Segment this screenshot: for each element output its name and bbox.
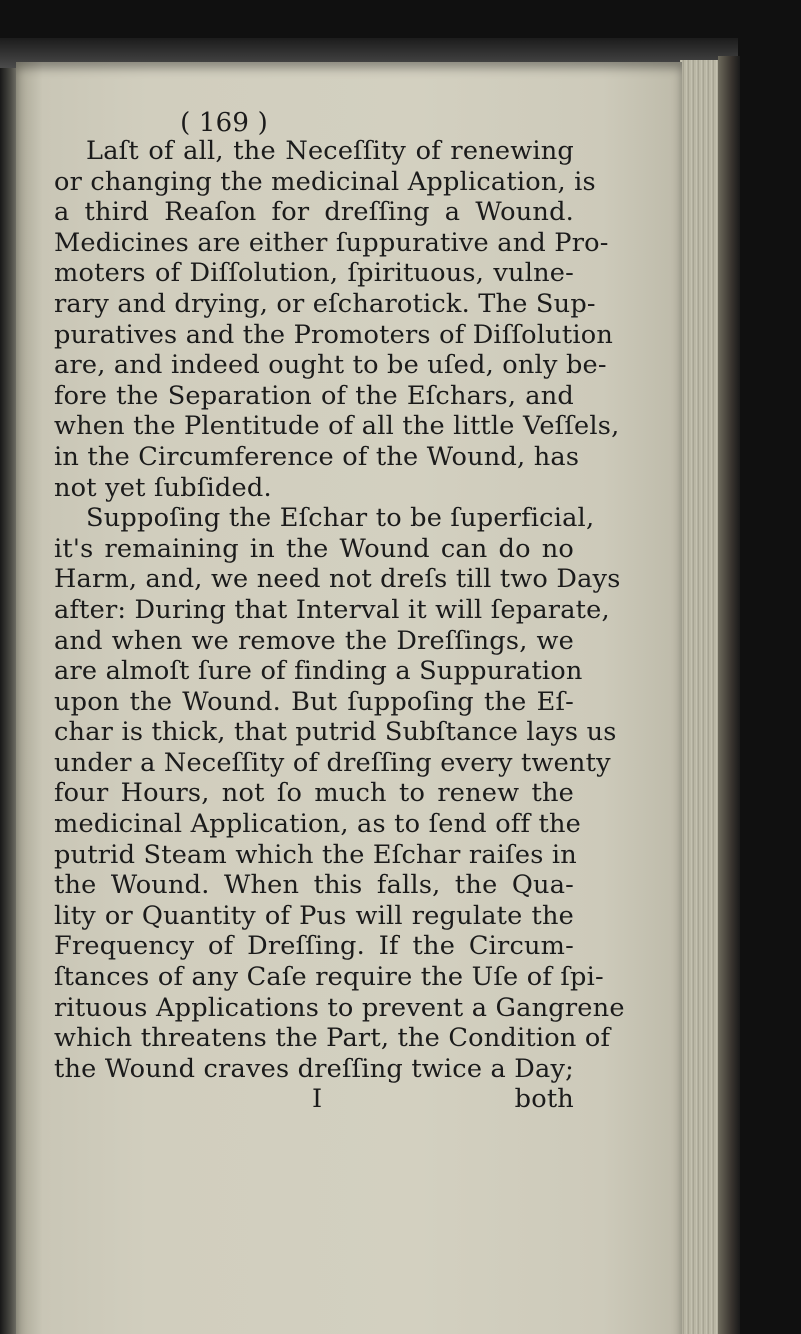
text-line: a third Reaſon for dreſſing a Wound.	[54, 197, 574, 228]
book-cover-edge	[718, 56, 740, 1334]
paragraph-2	[54, 503, 625, 1084]
text-line: or changing the medicinal Application, is	[54, 166, 596, 197]
text-line: it's remaining in the Wound can do no	[54, 533, 574, 564]
text-line: when the Plentitude of all the little Veſſels,	[54, 411, 620, 442]
text-line: the Wound. When this falls, the Qua-	[54, 870, 574, 901]
text-line: Suppoſing the Eſchar to be ſuperficial,	[86, 503, 595, 534]
page-number: ( 169 )	[180, 108, 268, 138]
text-line: fore the Separation of the Eſchars, and	[54, 380, 574, 411]
page-text	[54, 108, 625, 1115]
page-footer	[54, 1084, 574, 1115]
paragraph-1	[54, 136, 620, 503]
catchword: both	[514, 1084, 574, 1115]
text-line: are, and indeed ought to be uſed, only be-	[54, 350, 607, 381]
text-line: Frequency of Dreſſing. If the Circum-	[54, 931, 574, 962]
text-line: Harm, and, we need not dreſs till two Days	[54, 564, 621, 595]
text-line: medicinal Application, as to ſend off the	[54, 809, 581, 840]
text-line: not yet ſubſided.	[54, 472, 272, 503]
text-line: upon the Wound. But ſuppoſing the Eſ-	[54, 686, 574, 717]
text-line: Laſt of all, the Neceſſity of renewing	[86, 136, 574, 166]
text-line: char is thick, that putrid Subſtance lays us	[54, 717, 617, 748]
text-line: the Wound craves dreſſing twice a Day;	[54, 1053, 574, 1084]
text-line: rituous Applications to prevent a Gangrene	[54, 992, 625, 1023]
text-line: which threatens the Part, the Condition of	[54, 1023, 611, 1054]
text-line: in the Circumference of the Wound, has	[54, 441, 580, 472]
signature-mark: I	[312, 1084, 323, 1115]
text-line: rary and drying, or eſcharotick. The Sup-	[54, 288, 596, 319]
text-line: putrid Steam which the Eſchar raiſes in	[54, 839, 577, 870]
text-line: puratives and the Promoters of Diſſolution	[54, 319, 614, 350]
text-line: after: During that Interval it will ſeparate,	[54, 594, 610, 625]
text-line: lity or Quantity of Pus will regulate the	[54, 900, 574, 931]
text-line: and when we remove the Dreſſings, we	[54, 625, 574, 656]
text-line: Medicines are either ſuppurative and Pro-	[54, 227, 609, 258]
text-line: ſtances of any Caſe require the Uſe of ſpi-	[54, 962, 604, 993]
text-line: under a Neceſſity of dreſſing every twenty	[54, 747, 611, 778]
text-line: four Hours, not ſo much to renew the	[54, 778, 574, 809]
text-line: are almoſt ſure of finding a Suppuration	[54, 656, 583, 687]
text-line: moters of Diſſolution, ſpirituous, vulne-	[54, 258, 574, 289]
